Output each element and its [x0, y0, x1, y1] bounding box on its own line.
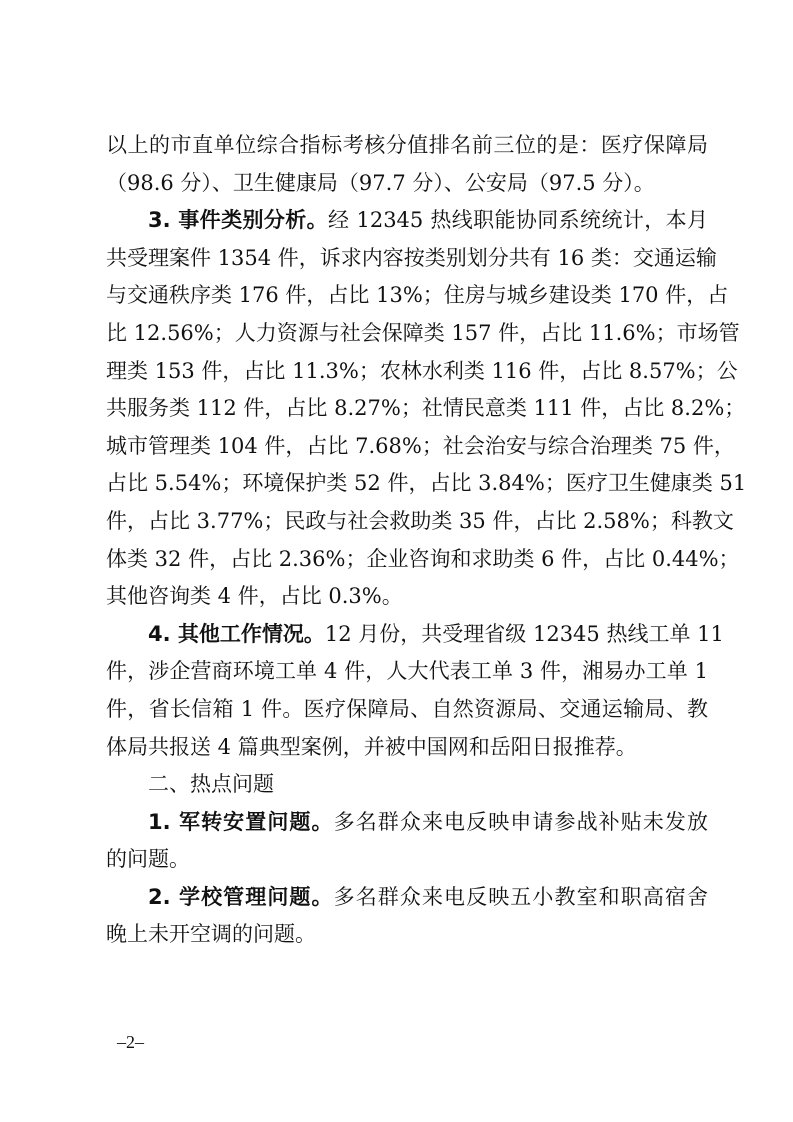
line-text: 件，省长信箱 1 件。医疗保障局、自然资源局、交通运输局、教: [106, 696, 708, 721]
line-text: 与交通秩序类 176 件，占比 13%；住房与城乡建设类 170 件，占: [106, 283, 729, 308]
paragraph-line: [106, 916, 708, 954]
paragraph-line: [106, 691, 708, 729]
line-text: 体局共报送 4 篇典型案例，并被中国网和岳阳日报推荐。: [106, 734, 637, 759]
line-text: 共服务类 112 件，占比 8.27%；社情民意类 111 件，占比 8.2%；: [106, 396, 746, 421]
document-body: [106, 127, 747, 954]
paragraph-line: [106, 353, 738, 391]
chapter-heading-line: [106, 766, 708, 804]
line-text: 比 12.56%；人力资源与社会保障类 157 件，占比 11.6%；市场管: [106, 320, 740, 345]
line-text: 共受理案件 1354 件，诉求内容按类别划分共有 16 类：交通运输: [106, 245, 717, 270]
paragraph-line: [106, 653, 708, 691]
section-heading-school-management: 2. 学校管理问题。: [148, 884, 334, 909]
line-text: 城市管理类 104 件，占比 7.68%；社会治安与综合治理类 75 件，: [106, 433, 735, 458]
section-heading-line: [106, 879, 708, 917]
paragraph-line: [106, 578, 708, 616]
paragraph-line: [106, 841, 708, 879]
line-text: 经 12345 热线职能协同系统统计，本月: [328, 208, 708, 233]
line-text: （98.6 分）、卫生健康局（97.7 分）、公安局（97.5 分）。: [106, 170, 655, 195]
line-text: 多名群众来电反映申请参战补贴未发放: [333, 809, 709, 834]
line-text: 件，涉企营商环境工单 4 件，人大代表工单 3 件，湘易办工单 1: [106, 659, 708, 684]
paragraph-line: [106, 541, 740, 579]
line-text: 的问题。: [106, 847, 190, 872]
section-heading-line: [106, 202, 708, 240]
paragraph-line: [106, 277, 729, 315]
section-heading-event-category: 3. 事件类别分析。: [148, 208, 329, 233]
paragraph-line: [106, 240, 717, 278]
line-text: 体类 32 件，占比 2.36%；企业咨询和求助类 6 件，占比 0.44%；: [106, 546, 740, 571]
line-text: 12 月份，共受理省级 12345 热线工单 11: [324, 621, 724, 646]
paragraph-line: [106, 465, 747, 503]
paragraph-line: [106, 390, 746, 428]
section-heading-line: [106, 616, 724, 654]
page-number: –2–: [117, 1032, 144, 1052]
section-heading-other-work: 4. 其他工作情况。: [148, 621, 325, 646]
line-text: 其他咨询类 4 件，占比 0.3%。: [106, 584, 403, 609]
paragraph-line: [106, 428, 735, 466]
line-text: 晚上未开空调的问题。: [106, 922, 316, 947]
paragraph-line: [106, 729, 708, 767]
line-text: 以上的市直单位综合指标考核分值排名前三位的是：医疗保障局: [106, 133, 708, 157]
section-heading-military-resettlement: 1. 军转安置问题。: [148, 809, 334, 834]
section-heading-line: [106, 804, 708, 842]
line-text: 理类 153 件，占比 11.3%；农林水利类 116 件，占比 8.57%；公: [106, 358, 738, 383]
chapter-heading-hot-issues: 二、热点问题: [148, 772, 274, 797]
line-text: 占比 5.54%；环境保护类 52 件，占比 3.84%；医疗卫生健康类 51: [106, 471, 747, 496]
line-text: 多名群众来电反映五小教室和职高宿舍: [333, 884, 709, 909]
paragraph-line: [106, 503, 734, 541]
paragraph-line: [106, 127, 708, 165]
paragraph-line: [106, 165, 708, 203]
paragraph-line: [106, 315, 740, 353]
line-text: 件，占比 3.77%；民政与社会救助类 35 件，占比 2.58%；科教文: [106, 508, 734, 533]
